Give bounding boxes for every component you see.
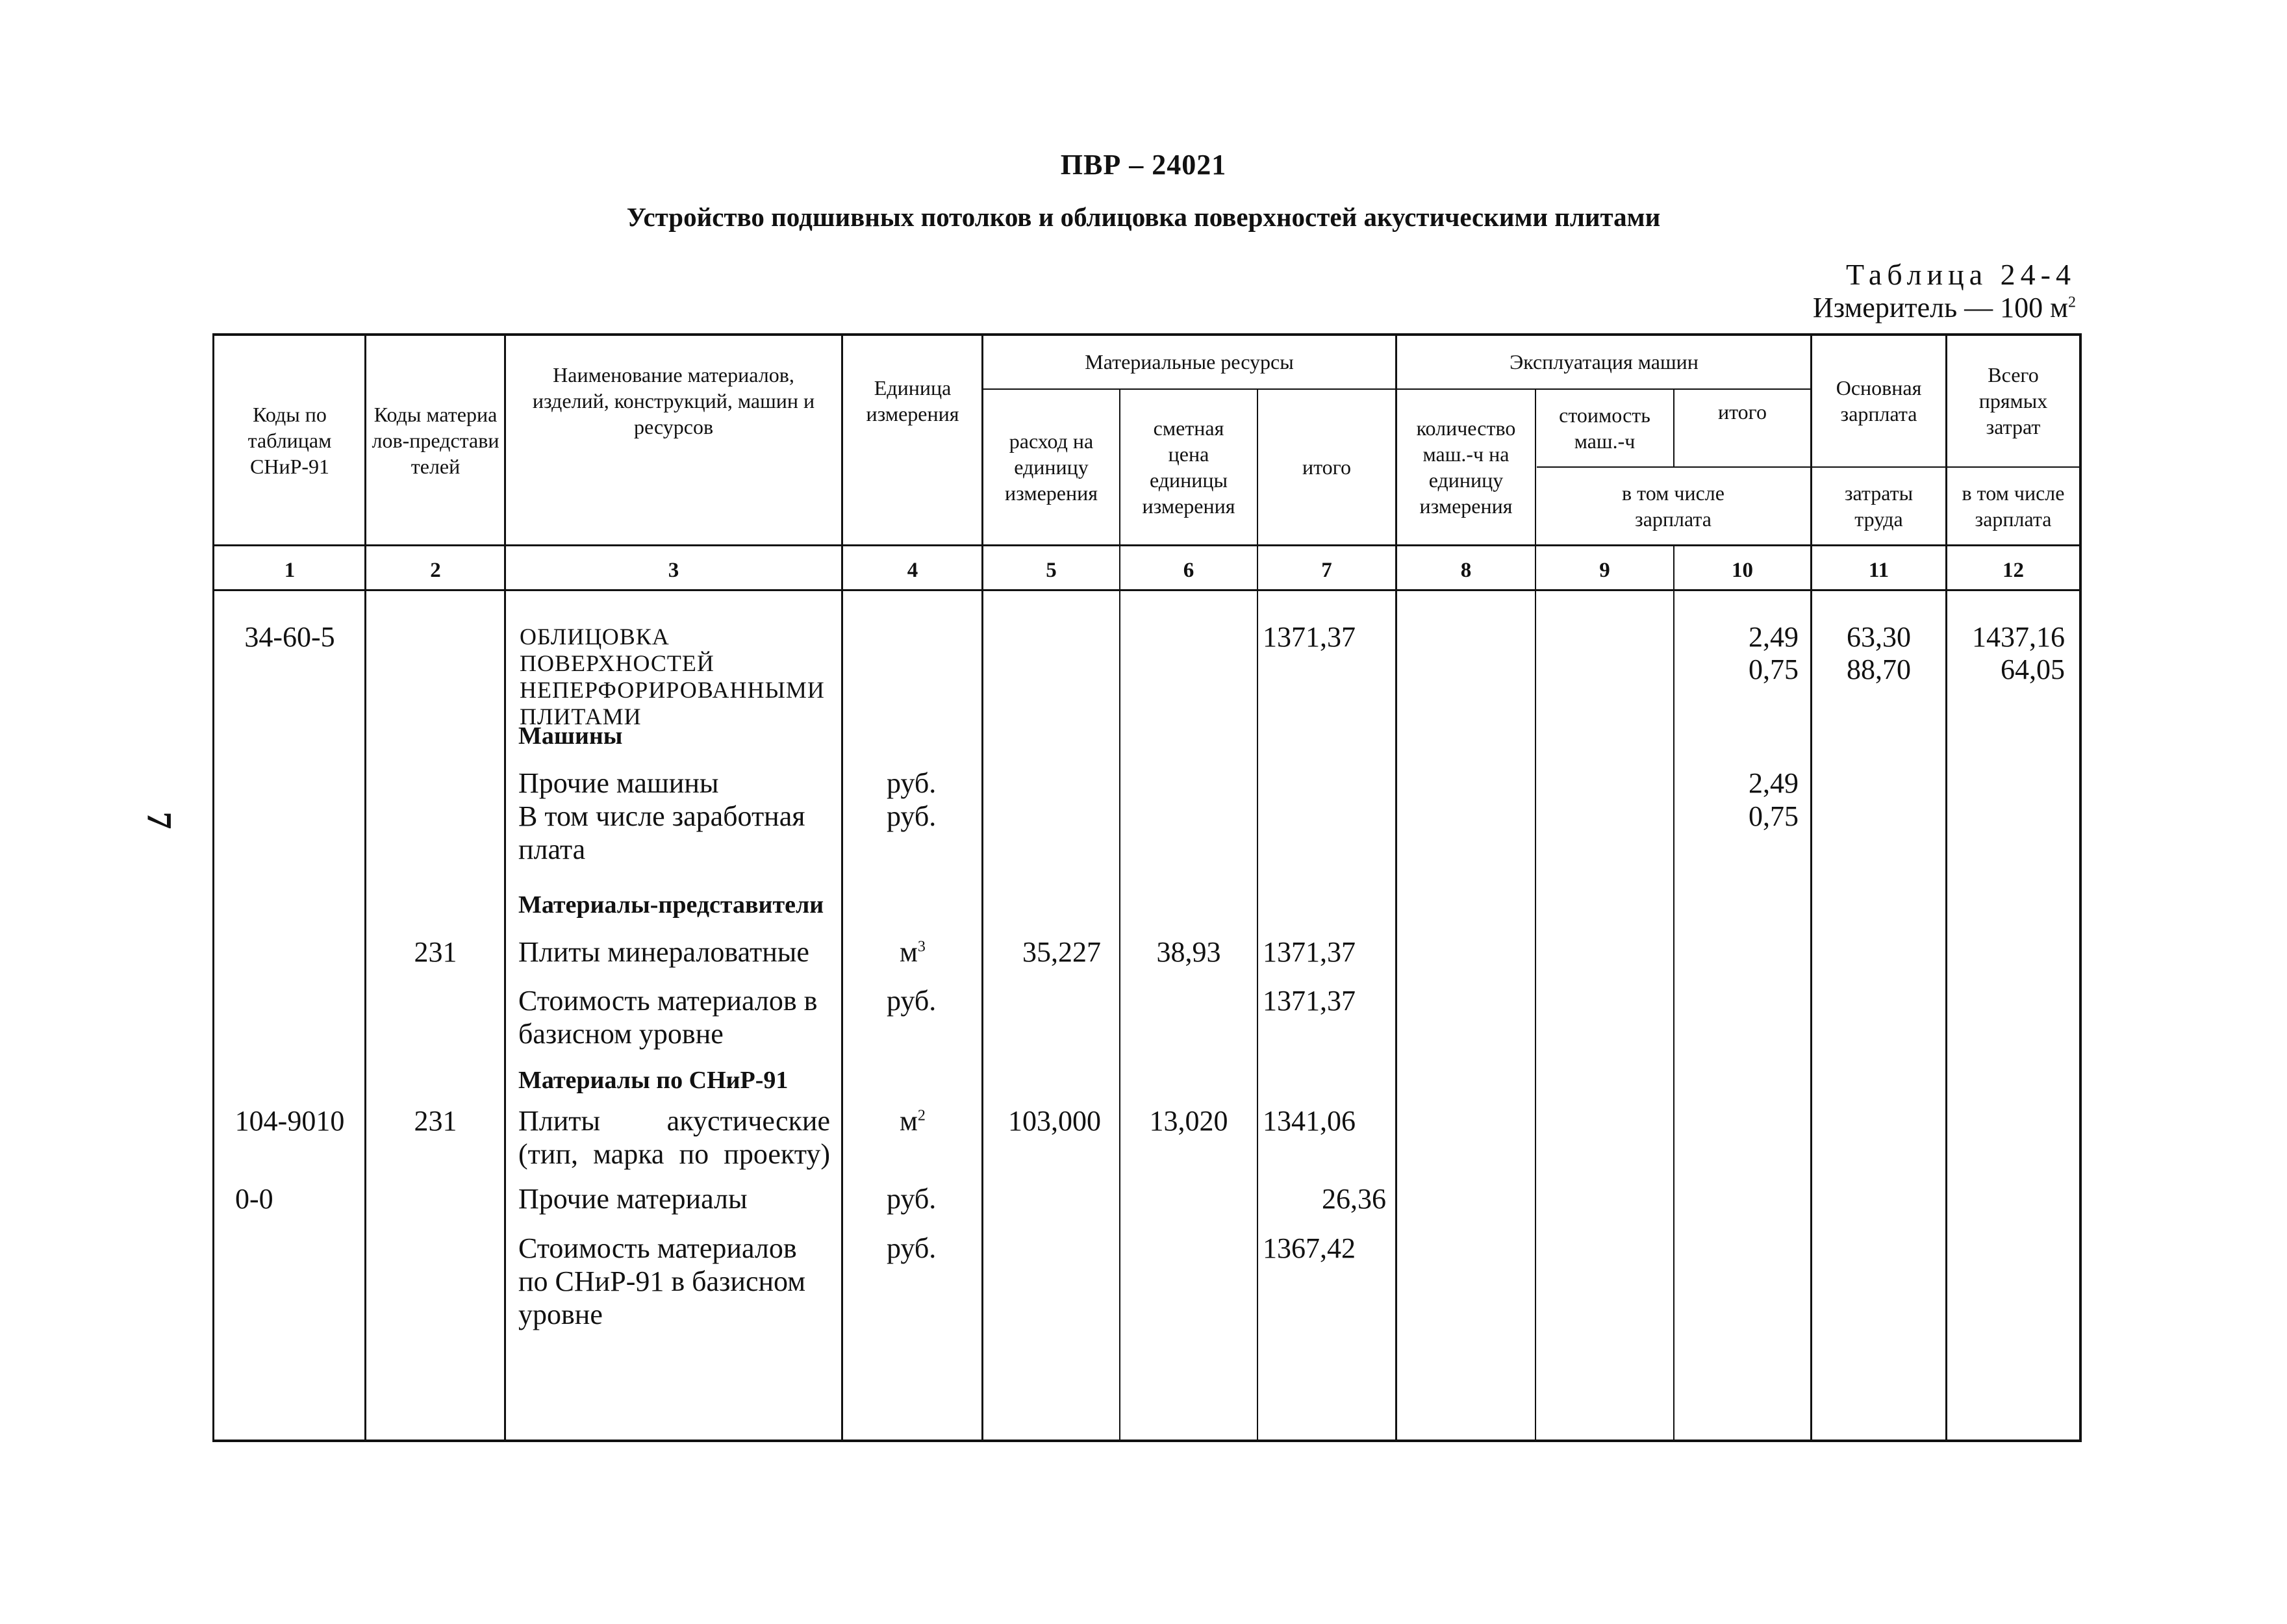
column-numbers-bottom-line xyxy=(212,589,2081,591)
col-divider-10 xyxy=(1810,333,1812,1442)
column-number: 10 xyxy=(1732,559,1753,582)
header-direct-salary: в том числе зарплата xyxy=(1962,481,2065,531)
section-material-representatives: Материалы-представители xyxy=(518,891,824,919)
row-snir-cost-unit: руб. xyxy=(887,1232,937,1264)
row-other-materials-unit: руб. xyxy=(887,1183,937,1215)
column-number: 11 xyxy=(1868,559,1889,582)
header-consumption: расход на единицу измерения xyxy=(1005,429,1098,505)
row-main-direct-total: 1437,16 xyxy=(1972,621,2065,653)
col-divider-5 xyxy=(1119,388,1120,1442)
column-number: 4 xyxy=(907,559,918,582)
table-bottom-border xyxy=(212,1440,2081,1442)
header-machine-hours: количество маш.-ч на единицу измерения xyxy=(1416,416,1516,518)
table-right-border xyxy=(2079,333,2082,1442)
header-unit: Единица измерения xyxy=(866,376,959,425)
header-basic-salary: Основная зарплата xyxy=(1836,376,1922,425)
col-divider-7 xyxy=(1395,333,1397,1442)
row-mineral-plates-price: 38,93 xyxy=(1156,936,1221,968)
col-divider-11 xyxy=(1945,333,1947,1442)
row-main-direct-salary: 64,05 xyxy=(2001,653,2065,685)
row-main-machine-salary: 0,75 xyxy=(1749,653,1799,685)
row-acoustic-plates-unit: $м^2$ xyxy=(900,1105,926,1137)
col-divider-1 xyxy=(364,333,366,1442)
row-main-name: ОБЛИЦОВКА ПОВЕРХНОСТЕЙ НЕПЕРФОРИРОВАННЫМИ ПЛИТАМИ xyxy=(520,624,825,730)
row-snir-cost-total: 1367,42 xyxy=(1263,1232,1356,1264)
header-material-resources: Материальные ресурсы xyxy=(1085,350,1294,374)
document-title: Устройство подшивных потолков и облицовка поверхностей акустическими плитами xyxy=(626,202,1661,232)
column-number: 1 xyxy=(284,559,296,582)
header-name: Наименование материалов, изделий, конструкций, машин и ресурсов xyxy=(532,363,815,438)
header-machine-hour-cost: стоимость маш.-ч xyxy=(1559,403,1650,453)
row-acoustic-plates-price: 13,020 xyxy=(1149,1105,1228,1137)
row-mineral-plates-name: Плиты минераловатные xyxy=(518,936,809,968)
row-machine-salary-unit: руб. xyxy=(887,800,937,832)
row-other-machines-name: Прочие машины xyxy=(518,767,719,799)
row-acoustic-plates-total: 1341,06 xyxy=(1263,1105,1356,1137)
header-machine-operation: Эксплуатация машин xyxy=(1510,350,1699,374)
header-direct-costs: Всего прямых затрат xyxy=(1978,363,2048,438)
page-number: 7 xyxy=(140,811,179,830)
col-divider-3 xyxy=(841,333,843,1442)
col-divider-8 xyxy=(1535,388,1536,1442)
row-snir-cost-name: Стоимость материалов по СНиР-91 в базисном уровне xyxy=(518,1232,806,1330)
section-machines: Машины xyxy=(518,722,623,750)
header-material-total: итого xyxy=(1302,455,1351,479)
header-labor-costs: затраты труда xyxy=(1844,481,1914,531)
row-other-materials-name: Прочие материалы xyxy=(518,1183,748,1215)
row-mineral-plates-unit: $м^3$ xyxy=(900,936,926,968)
row-main-material-total: 1371,37 xyxy=(1263,621,1356,653)
row-main-machine-total: 2,49 xyxy=(1749,621,1799,653)
row-basis-cost-unit: руб. xyxy=(887,985,937,1017)
col-divider-2 xyxy=(504,333,506,1442)
column-number: 2 xyxy=(430,559,441,582)
row-main-code: 34-60-5 xyxy=(244,621,335,653)
table-label: Таблица 24-4 xyxy=(1845,258,2076,291)
row-other-machines-unit: руб. xyxy=(887,767,937,799)
header-machine-salary: в том числе зарплата xyxy=(1622,481,1725,531)
header-machine-total: итого xyxy=(1717,400,1767,424)
row-main-salary: 63,30 xyxy=(1847,621,1911,653)
row-mineral-plates-total: 1371,37 xyxy=(1263,936,1356,968)
row-other-machines-total: 2,49 xyxy=(1749,767,1799,799)
row-mineral-plates-rep-code: 231 xyxy=(414,936,457,968)
row-machine-salary-total: 0,75 xyxy=(1749,800,1799,832)
table-left-border xyxy=(212,333,214,1442)
row-machine-salary-name: В том числе заработная плата xyxy=(518,800,805,865)
column-number: 8 xyxy=(1460,559,1472,582)
header-bottom-line xyxy=(212,544,2081,546)
row-other-materials-code: 0-0 xyxy=(235,1183,273,1215)
row-acoustic-plates-code: 104-9010 xyxy=(234,1105,345,1137)
col-divider-9-body xyxy=(1673,544,1674,1442)
row-other-materials-total: 26,36 xyxy=(1322,1183,1386,1215)
column-number: 3 xyxy=(668,559,679,582)
column-number: 9 xyxy=(1599,559,1610,582)
row-main-labor: 88,70 xyxy=(1847,653,1911,685)
column-number: 12 xyxy=(2003,559,2024,582)
col-divider-6 xyxy=(1257,388,1258,1442)
row-basis-cost-total: 1371,37 xyxy=(1263,985,1356,1017)
row-mineral-plates-consumption: 35,227 xyxy=(1022,936,1101,968)
column-number: 6 xyxy=(1183,559,1194,582)
measure-label: Измеритель — 100 $м^2$ xyxy=(1812,292,2076,324)
row-acoustic-plates-rep-code: 231 xyxy=(414,1105,457,1137)
header-codes-representatives: Коды материалов-представителей xyxy=(372,402,499,478)
column-number: 7 xyxy=(1321,559,1332,582)
row-acoustic-plates-name: Плиты акустические (тип, марка по проекту) xyxy=(518,1105,830,1170)
col-divider-9-top xyxy=(1673,388,1674,466)
header-codes-snir: Коды по таблицам СНиР-91 xyxy=(247,402,332,478)
column-number: 5 xyxy=(1046,559,1057,582)
section-snir-materials: Материалы по СНиР-91 xyxy=(518,1067,789,1094)
row-acoustic-plates-consumption: 103,000 xyxy=(1008,1105,1101,1137)
header-unit-price: сметная цена единицы измерения xyxy=(1142,416,1235,518)
col-divider-4 xyxy=(981,333,983,1442)
document-code: ПВР – 24021 xyxy=(1060,149,1227,181)
row-basis-cost-name: Стоимость материалов в базисном уровне xyxy=(518,985,818,1050)
